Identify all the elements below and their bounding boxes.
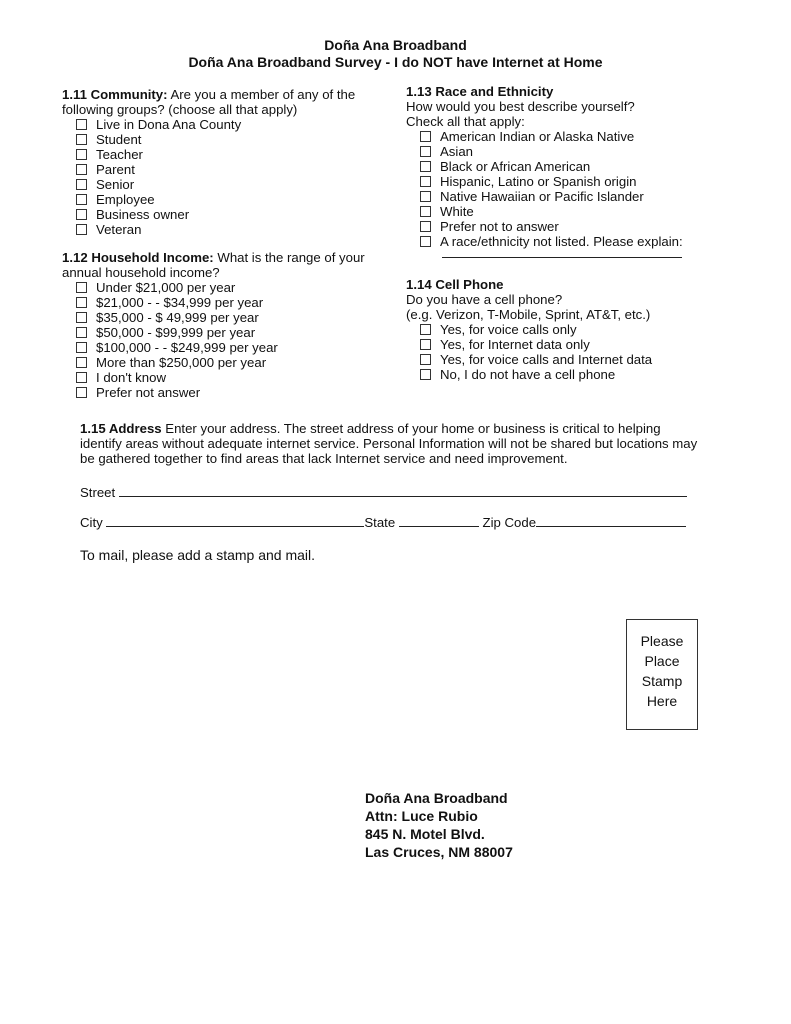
stamp-text-line: Stamp <box>641 673 683 689</box>
checkbox[interactable] <box>76 297 87 308</box>
question-address <box>80 421 700 466</box>
option-label: Asian <box>440 144 473 159</box>
checkbox[interactable] <box>420 221 431 232</box>
question-examples: (e.g. Verizon, T-Mobile, Sprint, AT&T, etc.) <box>406 307 651 322</box>
option-item <box>76 370 392 385</box>
option-label: Live in Dona Ana County <box>96 117 242 132</box>
question-label: 1.14 Cell Phone <box>406 277 504 292</box>
option-item <box>76 340 392 355</box>
checkbox[interactable] <box>76 179 87 190</box>
option-list <box>406 322 736 382</box>
option-label: Under $21,000 per year <box>96 280 236 295</box>
street-input-line[interactable] <box>119 484 687 497</box>
question-label: 1.11 Community: <box>62 87 168 102</box>
checkbox[interactable] <box>76 224 87 235</box>
question-body: Enter your address. The street address of your home or business is critical to helping identify areas without adequate internet service. Personal Information will not be shared but locations may be gathered together to find areas that lack Internet service and need improvement. <box>80 421 698 466</box>
question-body: How would you best describe yourself? <box>406 99 635 114</box>
option-list <box>62 280 392 400</box>
question-label: 1.13 Race and Ethnicity <box>406 84 554 99</box>
question-community <box>62 87 382 237</box>
option-list <box>62 117 382 237</box>
option-label: $100,000 - - $249,999 per year <box>96 340 278 355</box>
option-item <box>76 355 392 370</box>
option-label: I don't know <box>96 370 166 385</box>
checkbox[interactable] <box>76 119 87 130</box>
survey-title: Doña Ana Broadband Survey - I do NOT have Internet at Home <box>188 54 603 70</box>
checkbox[interactable] <box>76 342 87 353</box>
option-label: $35,000 - $ 49,999 per year <box>96 310 259 325</box>
checkbox[interactable] <box>76 164 87 175</box>
checkbox[interactable] <box>420 354 431 365</box>
option-item <box>420 234 736 249</box>
option-item <box>420 174 736 189</box>
street-label: Street <box>80 485 116 500</box>
question-race-ethnicity <box>406 84 736 258</box>
city-state-zip-row <box>80 514 686 530</box>
zip-label: Zip Code <box>482 515 537 530</box>
zip-input-line[interactable] <box>536 514 686 527</box>
checkbox[interactable] <box>76 327 87 338</box>
checkbox[interactable] <box>420 324 431 335</box>
checkbox[interactable] <box>420 161 431 172</box>
checkbox[interactable] <box>420 131 431 142</box>
option-item <box>76 147 382 162</box>
option-item <box>76 207 382 222</box>
option-item <box>420 159 736 174</box>
checkbox[interactable] <box>420 176 431 187</box>
option-label: Native Hawaiian or Pacific Islander <box>440 189 644 204</box>
option-item <box>420 219 736 234</box>
question-text <box>62 250 392 280</box>
checkbox[interactable] <box>76 387 87 398</box>
option-item <box>76 222 382 237</box>
option-label: Business owner <box>96 207 190 222</box>
option-label: No, I do not have a cell phone <box>440 367 616 382</box>
checkbox[interactable] <box>420 369 431 380</box>
checkbox[interactable] <box>76 149 87 160</box>
checkbox[interactable] <box>76 282 87 293</box>
org-name: Doña Ana Broadband <box>324 37 467 53</box>
question-text <box>80 421 700 466</box>
address-line: Doña Ana Broadband <box>365 790 508 806</box>
option-item <box>420 204 736 219</box>
city-input-line[interactable] <box>106 514 364 527</box>
option-item <box>420 322 736 337</box>
option-item <box>420 144 736 159</box>
option-label: Prefer not answer <box>96 385 201 400</box>
option-item <box>76 325 392 340</box>
question-label: 1.12 Household Income: <box>62 250 214 265</box>
option-label: Veteran <box>96 222 142 237</box>
option-item <box>76 117 382 132</box>
option-item <box>76 295 392 310</box>
address-line: 845 N. Motel Blvd. <box>365 826 485 842</box>
option-label: Employee <box>96 192 155 207</box>
option-label: Hispanic, Latino or Spanish origin <box>440 174 637 189</box>
stamp-text-line: Please <box>640 633 684 649</box>
option-item <box>76 310 392 325</box>
question-household-income <box>62 250 392 400</box>
option-item <box>420 367 736 382</box>
checkbox[interactable] <box>420 236 431 247</box>
mail-instruction: To mail, please add a stamp and mail. <box>80 547 316 563</box>
option-item <box>76 192 382 207</box>
question-body: Do you have a cell phone? <box>406 292 563 307</box>
option-label: More than $250,000 per year <box>96 355 267 370</box>
option-label: Student <box>96 132 142 147</box>
mailing-address <box>365 789 513 861</box>
option-item <box>76 177 382 192</box>
question-text <box>62 87 382 117</box>
option-item <box>420 352 736 367</box>
question-cell-phone <box>406 277 736 382</box>
option-label: A race/ethnicity not listed. Please explain: <box>440 234 683 249</box>
option-label: Parent <box>96 162 135 177</box>
state-label: State <box>364 515 396 530</box>
address-line: Las Cruces, NM 88007 <box>365 844 513 860</box>
stamp-text-line: Place <box>644 653 680 669</box>
address-line: Attn: Luce Rubio <box>365 808 478 824</box>
option-item <box>76 132 382 147</box>
question-instruction: Check all that apply: <box>406 114 525 129</box>
checkbox[interactable] <box>76 357 87 368</box>
checkbox[interactable] <box>420 146 431 157</box>
stamp-text-line: Here <box>646 693 678 709</box>
checkbox[interactable] <box>76 209 87 220</box>
city-label: City <box>80 515 103 530</box>
option-list <box>406 129 736 249</box>
question-body: Are you a member of any of the following groups? (choose all that apply) <box>62 87 356 117</box>
checkbox[interactable] <box>76 312 87 323</box>
option-item <box>76 385 392 400</box>
stamp-box <box>626 619 698 730</box>
checkbox[interactable] <box>420 191 431 202</box>
option-label: Black or African American <box>440 159 591 174</box>
question-label: 1.15 Address <box>80 421 162 436</box>
checkbox[interactable] <box>76 194 87 205</box>
option-item <box>420 189 736 204</box>
option-item <box>420 129 736 144</box>
question-body: What is the range of your annual household income? <box>62 250 365 280</box>
checkbox[interactable] <box>420 339 431 350</box>
option-label: Senior <box>96 177 135 192</box>
checkbox[interactable] <box>76 372 87 383</box>
option-label: White <box>440 204 474 219</box>
option-label: Prefer not to answer <box>440 219 559 234</box>
option-label: $21,000 - - $34,999 per year <box>96 295 264 310</box>
street-row <box>80 484 687 500</box>
checkbox[interactable] <box>76 134 87 145</box>
option-label: Yes, for voice calls and Internet data <box>440 352 653 367</box>
option-item <box>420 337 736 352</box>
option-item <box>76 162 382 177</box>
option-label: Teacher <box>96 147 143 162</box>
checkbox[interactable] <box>420 206 431 217</box>
option-label: $50,000 - $99,999 per year <box>96 325 256 340</box>
option-label: Yes, for Internet data only <box>440 337 590 352</box>
option-label: American Indian or Alaska Native <box>440 129 635 144</box>
explain-input-line[interactable] <box>442 249 682 258</box>
option-label: Yes, for voice calls only <box>440 322 577 337</box>
state-input-line[interactable] <box>399 514 479 527</box>
option-item <box>76 280 392 295</box>
